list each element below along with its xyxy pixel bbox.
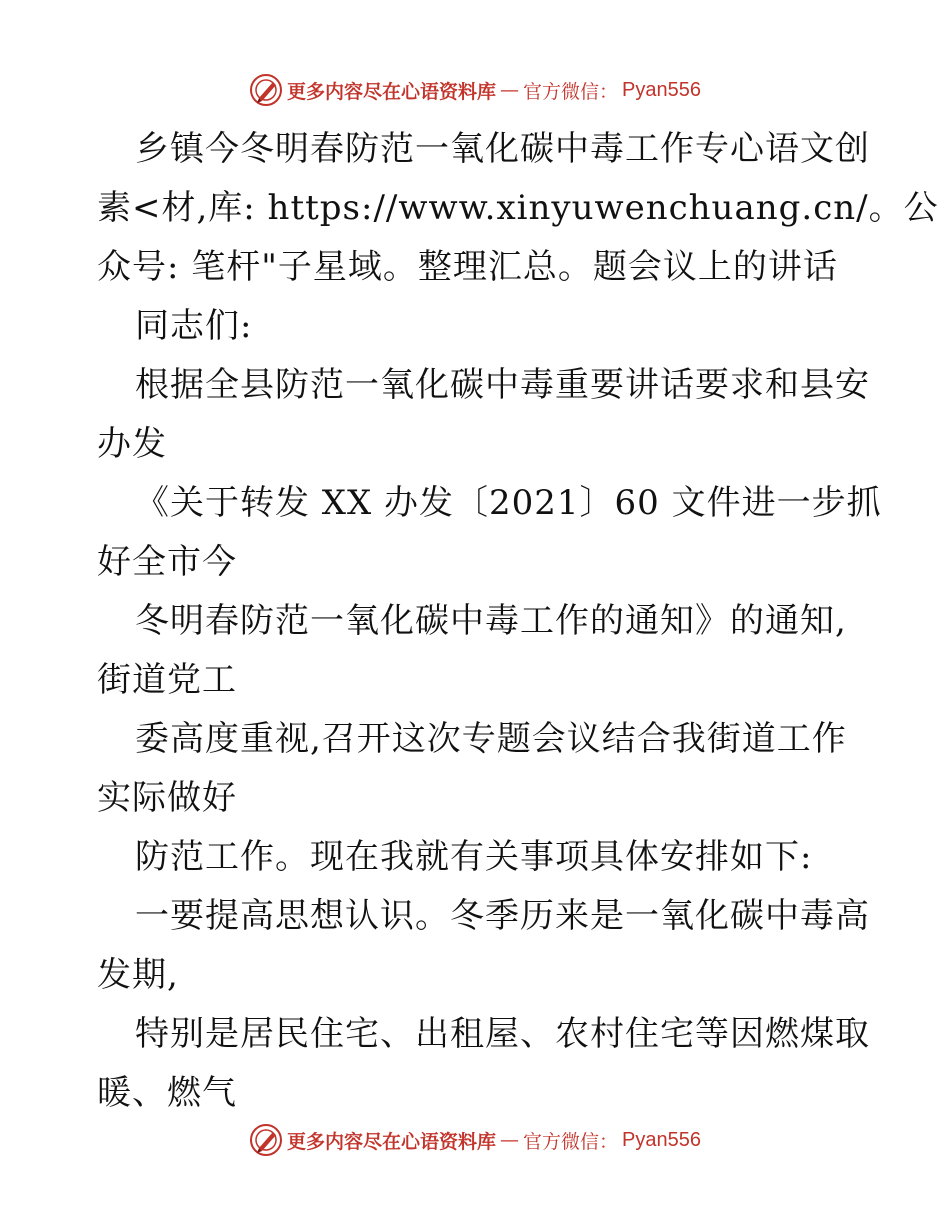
banner-dash: — <box>500 1129 520 1151</box>
text-line: 防范工作。现在我就有关事项具体安排如下: <box>135 837 813 877</box>
document-body <box>97 120 939 1123</box>
banner-text: 更多内容尽在心语资料库 <box>287 1130 497 1153</box>
text-line: 冬明春防范一氧化碳中毒工作的通知》的通知, <box>135 601 847 641</box>
wechat-id: Pyan556 <box>622 78 701 101</box>
footer-banner <box>0 1120 950 1160</box>
text-line: 根据全县防范一氧化碳中毒重要讲话要求和县安 <box>135 365 870 405</box>
text-line: 好全市今 <box>97 542 237 582</box>
text-line: 乡镇今冬明春防范一氧化碳中毒工作专心语文创 <box>135 129 870 169</box>
text-line: 众号: 笔杆"子星域。整理汇总。题会议上的讲话 <box>97 247 838 287</box>
text-line: 办发 <box>97 424 167 464</box>
text-line: 街道党工 <box>97 660 237 700</box>
text-line: 发期, <box>97 955 179 995</box>
text-line: 一要提高思想认识。冬季历来是一氧化碳中毒高 <box>135 896 870 936</box>
wechat-id: Pyan556 <box>622 1128 701 1151</box>
text-line: 《关于转发 XX 办发〔2021〕60 文件进一步抓 <box>135 483 882 523</box>
banner-text: 更多内容尽在心语资料库 <box>287 80 497 103</box>
text-line: 委高度重视,召开这次专题会议结合我街道工作 <box>135 719 847 759</box>
header-banner <box>0 70 950 110</box>
pen-logo-icon <box>249 1123 283 1157</box>
text-line: 暖、燃气 <box>97 1073 237 1113</box>
wechat-label: 官方微信： <box>523 80 619 103</box>
text-line: 实际做好 <box>97 778 237 818</box>
banner-dash: — <box>500 79 520 101</box>
text-line: 特别是居民住宅、出租屋、农村住宅等因燃煤取 <box>135 1014 870 1054</box>
text-line: 素<材,库: https://www.xinyuwenchuang.cn/。公 <box>97 188 939 228</box>
salutation: 同志们: <box>135 306 253 346</box>
pen-logo-icon <box>249 73 283 107</box>
wechat-label: 官方微信： <box>523 1130 619 1153</box>
